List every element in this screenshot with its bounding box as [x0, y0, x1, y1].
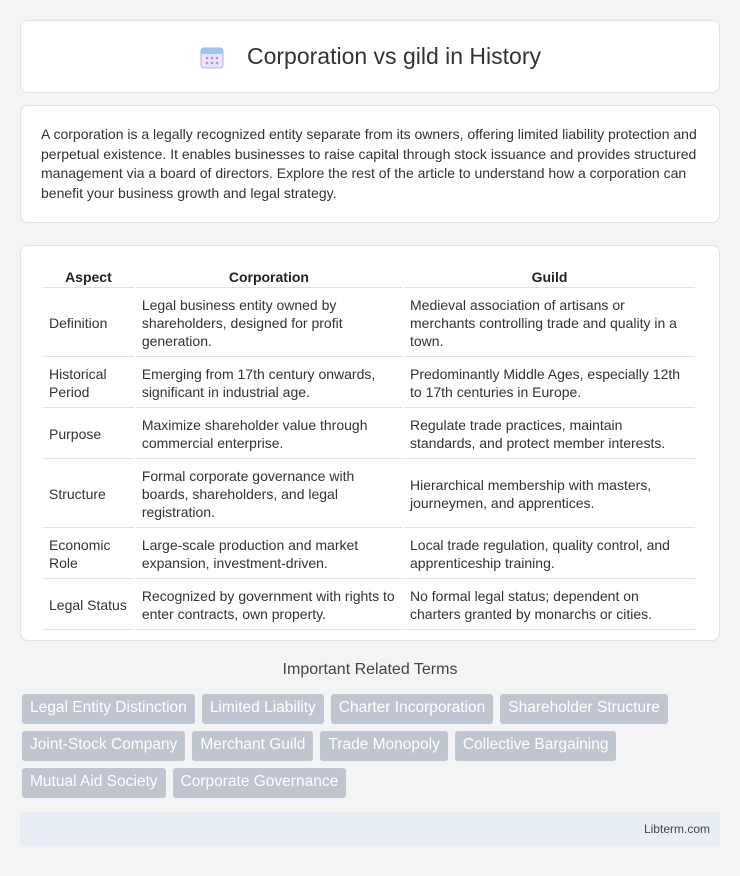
corporation-cell: Legal business entity owned by shareholders, designed for profit generation. — [136, 290, 402, 357]
column-header: Corporation — [136, 266, 402, 288]
table-row — [43, 359, 695, 408]
calendar-icon — [199, 44, 225, 70]
aspect-cell: Purpose — [43, 410, 134, 459]
related-term-tag[interactable]: Charter Incorporation — [331, 694, 493, 724]
table-row — [43, 581, 695, 630]
related-terms-title: Important Related Terms — [282, 661, 458, 678]
aspect-cell: Definition — [43, 290, 134, 357]
column-header: Aspect — [43, 266, 134, 288]
table-row — [43, 530, 695, 579]
corporation-cell: Formal corporate governance with boards, shareholders, and legal registration. — [136, 461, 402, 528]
comparison-card — [20, 245, 720, 641]
intro-card — [20, 105, 720, 223]
guild-cell: Regulate trade practices, maintain standards, and protect member interests. — [404, 410, 695, 459]
related-term-tag[interactable]: Mutual Aid Society — [22, 768, 166, 798]
related-term-tag[interactable]: Legal Entity Distinction — [22, 694, 195, 724]
corporation-cell: Emerging from 17th century onwards, significant in industrial age. — [136, 359, 402, 408]
column-header: Guild — [404, 266, 695, 288]
aspect-cell: Legal Status — [43, 581, 134, 630]
related-term-tag[interactable]: Limited Liability — [202, 694, 324, 724]
related-term-tag[interactable]: Merchant Guild — [192, 731, 313, 761]
intro-text: A corporation is a legally recognized entity separate from its owners, offering limited liability protection and perpetual existence. It enables businesses to raise capital through stock issuance and provides structured management via a board of directors. Explore the rest of the article to understand how a corporation can benefit your business growth and legal strategy. — [41, 126, 697, 201]
related-term-tag[interactable]: Trade Monopoly — [320, 731, 447, 761]
corporation-cell: Recognized by government with rights to enter contracts, own property. — [136, 581, 402, 630]
table-row — [43, 461, 695, 528]
related-terms-list — [22, 694, 702, 805]
footer — [20, 812, 720, 846]
aspect-cell: Historical Period — [43, 359, 134, 408]
aspect-cell: Structure — [43, 461, 134, 528]
guild-cell: No formal legal status; dependent on charters granted by monarchs or cities. — [404, 581, 695, 630]
guild-cell: Hierarchical membership with masters, journeymen, and apprentices. — [404, 461, 695, 528]
page-title: Corporation vs gild in History — [246, 43, 541, 69]
related-term-tag[interactable]: Corporate Governance — [173, 768, 347, 798]
table-header-row — [43, 266, 695, 288]
guild-cell: Medieval association of artisans or merchants controlling trade and quality in a town. — [404, 290, 695, 357]
related-term-tag[interactable]: Shareholder Structure — [500, 694, 668, 724]
corporation-cell: Large-scale production and market expansion, investment-driven. — [136, 530, 402, 579]
table-row — [43, 410, 695, 459]
table-row — [43, 290, 695, 357]
related-term-tag[interactable]: Joint-Stock Company — [22, 731, 185, 761]
comparison-table — [41, 264, 697, 632]
aspect-cell: Economic Role — [43, 530, 134, 579]
corporation-cell: Maximize shareholder value through commercial enterprise. — [136, 410, 402, 459]
page-header — [20, 20, 720, 93]
guild-cell: Predominantly Middle Ages, especially 12th to 17th centuries in Europe. — [404, 359, 695, 408]
related-term-tag[interactable]: Collective Bargaining — [455, 731, 617, 761]
footer-brand-link[interactable]: Libterm.com — [643, 822, 710, 836]
guild-cell: Local trade regulation, quality control, and apprenticeship training. — [404, 530, 695, 579]
